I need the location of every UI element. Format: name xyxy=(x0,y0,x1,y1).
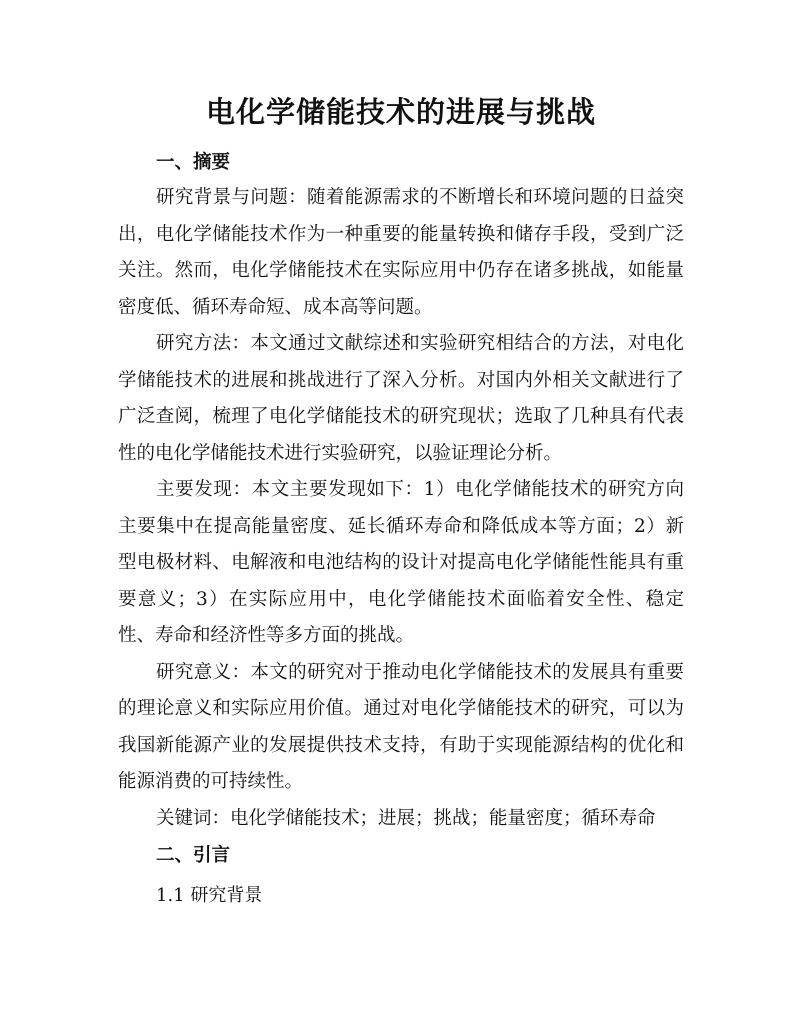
paragraph-background: 研究背景与问题：随着能源需求的不断增长和环境问题的日益突出，电化学储能技术作为一种重要的能量转换和储存手段，受到广泛关注。然而，电化学储能技术在实际应用中仍存在诸多挑战，如能量密度低、循环寿命短、成本高等问题。 xyxy=(118,187,684,318)
paragraph-findings: 主要发现：本文主要发现如下：1）电化学储能技术的研究方向主要集中在提高能量密度、延长循环寿命和降低成本等方面；2）新型电极材料、电解液和电池结构的设计对提高电化学储能性能具有重要意义；3）在实际应用中，电化学储能技术面临着安全性、稳定性、寿命和经济性等多方面的挑战。 xyxy=(118,479,684,646)
document-title: 电化学储能技术的进展与挑战 xyxy=(205,95,596,129)
paragraph-significance: 研究意义：本文的研究对于推动电化学储能技术的发展具有重要的理论意义和实际应用价值。通过对电化学储能技术的研究，可以为我国新能源产业的发展提供技术支持，有助于实现能源结构的优化和能源消费的可持续性。 xyxy=(118,661,684,792)
keywords-line: 关键词：电化学储能技术；进展；挑战；能量密度；循环寿命 xyxy=(156,807,656,829)
abstract-heading: 一、摘要 xyxy=(156,152,231,173)
section-1-1-heading: 1.1 研究背景 xyxy=(156,885,263,906)
intro-heading: 二、引言 xyxy=(156,845,231,866)
paragraph-methods: 研究方法：本文通过文献综述和实验研究相结合的方法，对电化学储能技术的进展和挑战进行了深入分析。对国内外相关文献进行了广泛查阅，梳理了电化学储能技术的研究现状；选取了几种具有代表性的电化学储能技术进行实验研究，以验证理论分析。 xyxy=(118,333,684,464)
